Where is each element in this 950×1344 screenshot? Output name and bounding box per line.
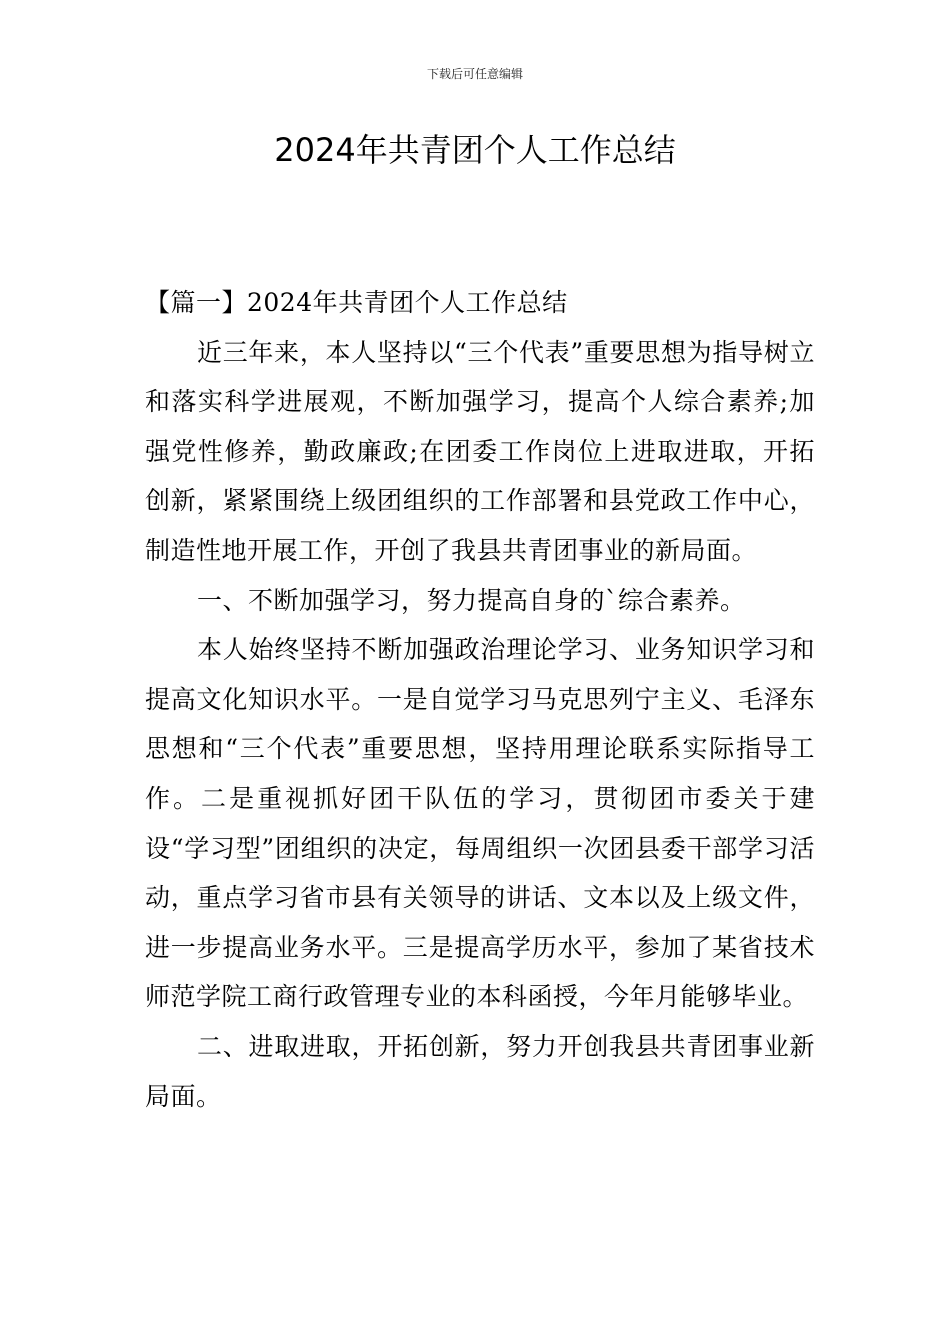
document-body — [145, 278, 815, 1121]
page-header-note: 下载后可任意编辑 — [426, 67, 523, 81]
paragraph-point-one-heading: 一、不断加强学习，努力提高自身的`综合素养。 — [197, 585, 746, 615]
paragraph-point-two-heading: 二、进取进取，开拓创新，努力开创我县共青团事业新局面。 — [145, 1031, 815, 1111]
section-heading: 【篇一】2024年共青团个人工作总结 — [145, 288, 568, 317]
paragraph-point-one-body: 本人始终坚持不断加强政治理论学习、业务知识学习和提高文化知识水平。一是自觉学习马克思列宁主义、毛泽东思想和“三个代表”重要思想，坚持用理论联系实际指导工作。二是重视抓好团干队伍的学习，贯彻团市委关于建设“学习型”团组织的决定，每周组织一次团县委干部学习活动，重点学习省市县有关领导的讲话、文本以及上级文件，进一步提高业务水平。三是提高学历水平，参加了某省技术师范学院工商行政管理专业的本科函授，今年月能够毕业。 — [145, 635, 815, 1012]
document-title: 2024年共青团个人工作总结 — [274, 131, 676, 169]
paragraph-intro: 近三年来，本人坚持以“三个代表”重要思想为指导树立和落实科学进展观，不断加强学习，提高个人综合素养;加强党性修养，勤政廉政;在团委工作岗位上进取进取，开拓创新，紧紧围绕上级团组织的工作部署和县党政工作中心，制造性地开展工作，开创了我县共青团事业的新局面。 — [145, 337, 815, 565]
